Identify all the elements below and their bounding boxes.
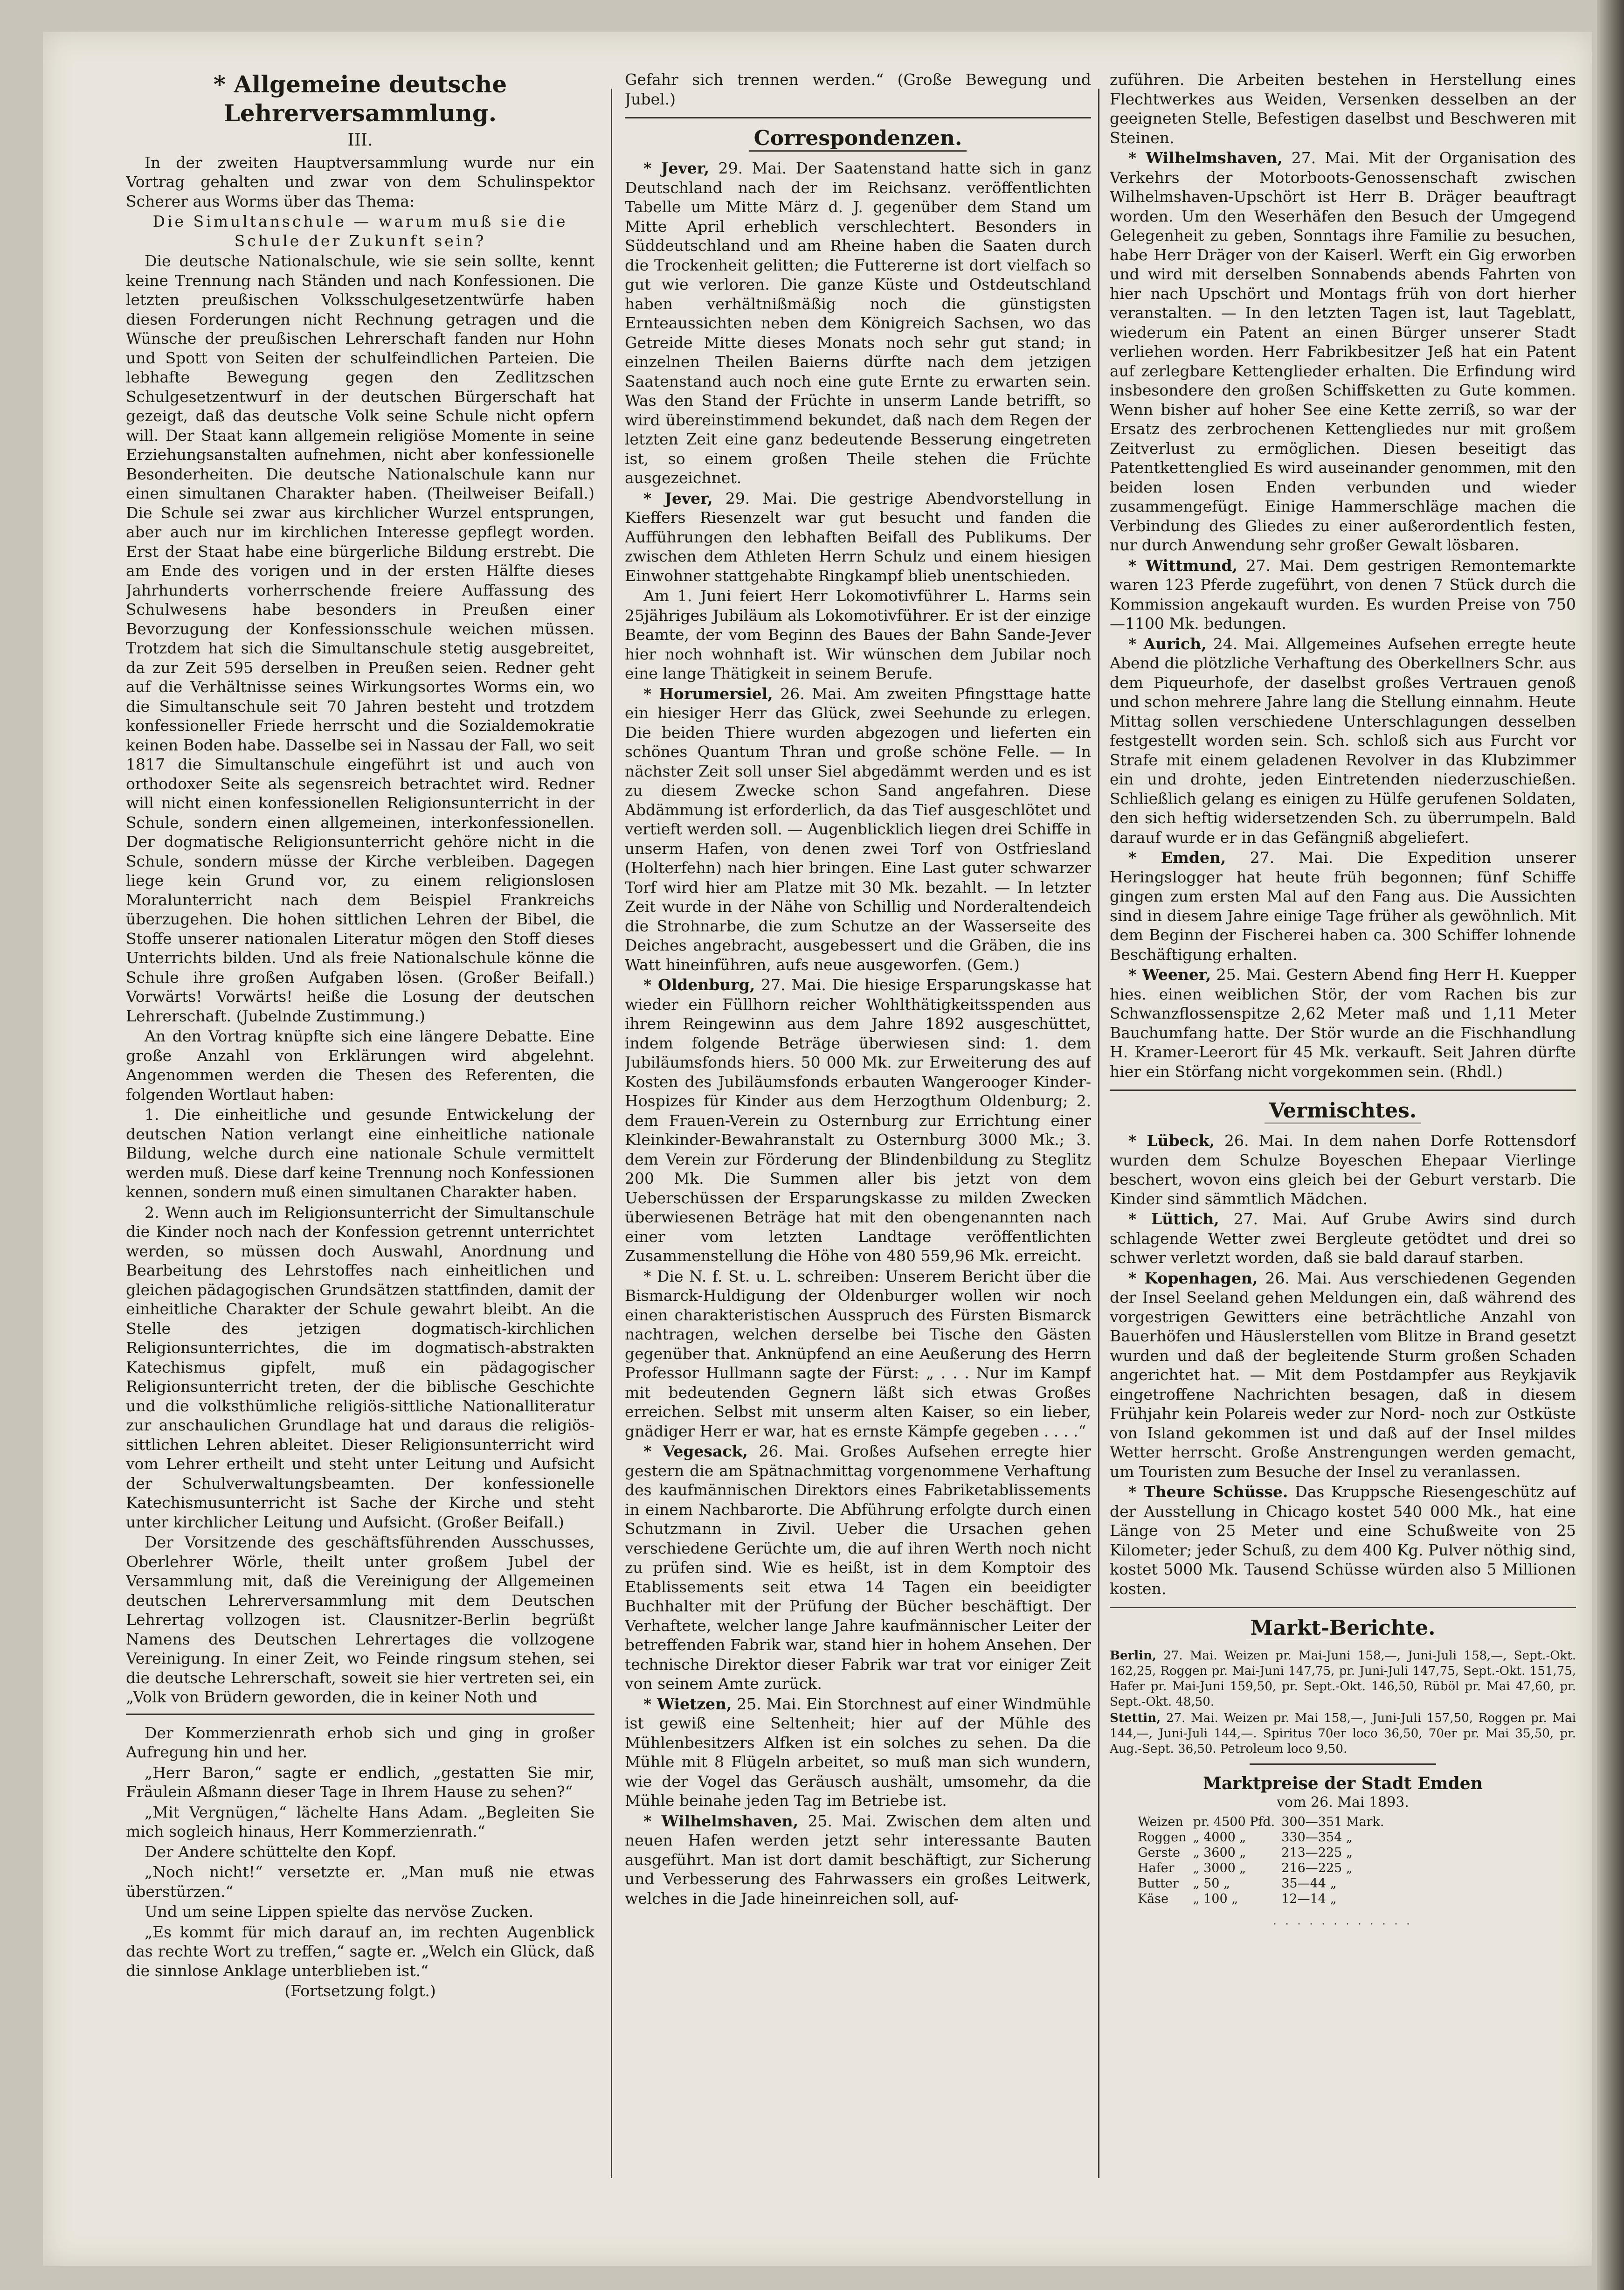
article-title: * Allgemeine deutsche Lehrerversammlung. — [213, 70, 507, 127]
news-item: 27. Mai. Die hiesige Ersparungskasse hat wieder ein Füllhorn reicher Wohlthätigkeitsspenden aus ihrem Reingewinn aus dem Jahre 1892 ausgeschüttet, indem folgende Beträge überwiesen sind: 1. dem Jubiläumsfonds hiers. 50 000 Mk. zur Erweiterung des auf Kosten des Jubiläumsfonds erbauten Wangerooger Kinder-Hospizes für Kinder aus dem Herzogthum Oldenburg; 2. dem Frauen-Verein zu Osternburg zur Errichtung einer Kleinkinder-Bewahranstalt zu Osternburg 3000 Mk.; 3. dem Verein zur Förderung der Blindenbildung zu Steglitz 200 Mk. Die Summen aller bis jetzt von dem Ueberschüssen der Ersparungskasse zu milden Zwecken überwiesenen Beträge hat mit den obengenannten nach einer vom letzten Landtage veröffentlichten Zusammenstellung die Höhe von 480 559,96 Mk. erreicht. — [625, 976, 1091, 1265]
market-report: 27. Mai. Weizen pr. Mai 158,—, Juni-Juli 157,50, Roggen pr. Mai 144,—, Juni-Juli 144,—. Spiritus 70er loco 36,50, 70er pr. Mai 35,50, pr. Aug.-Sept. 36,50. Petroleum loco 9,50. — [1110, 1711, 1576, 1756]
price-cell-unit: „ 3600 „ — [1193, 1846, 1246, 1860]
dateline: * Vegesack, — [643, 1442, 748, 1460]
feuilleton-paragraph: Der Andere schüttelte den Kopf. — [145, 1842, 397, 1861]
market-report: 27. Mai. Weizen pr. Mai-Juni 158,—, Juni-Juli 158,—, Sept.-Okt. 162,25, Roggen pr. Mai-Juni 147,75, pr. Juni-Juli 147,75, Sept.-Okt. 151,75, Hafer pr. Mai-Juni 159,50, pr. Sept.-Okt. 146,50, Rüböl pr. Mai 47,60, pr. Sept.-Okt. 48,50. — [1110, 1649, 1576, 1709]
page-edge — [1597, 0, 1624, 2290]
continuation-note: (Fortsetzung folgt.) — [284, 1982, 436, 2000]
feuilleton-paragraph: Und um seine Lippen spielte das nervöse Zucken. — [145, 1902, 534, 1921]
news-item: 27. Mai. Dem gestrigen Remontemarkte waren 123 Pferde zugeführt, von denen 7 Stück durch die Kommission angekauft wurden. Es wurden Preise von 750—1100 Mk. bedungen. — [1110, 556, 1576, 632]
feuilleton-paragraph: Der Kommerzienrath erhob sich und ging in großer Aufregung hin und her. — [126, 1723, 594, 1761]
lecture-theme: Die Simultanschule — warum muß sie die Schule der Zukunft sein? — [152, 212, 568, 250]
dateline: * Emden, — [1128, 848, 1226, 867]
column-1 — [126, 70, 594, 2178]
price-cell-item: Weizen — [1138, 1815, 1183, 1829]
dateline: * Horumersiel, — [643, 684, 773, 703]
market-reports — [1110, 1648, 1576, 1757]
dateline: * Wittmund, — [1128, 556, 1237, 575]
dateline: Berlin, — [1110, 1649, 1156, 1663]
feuilleton-paragraph: „Mit Vergnügen,“ lächelte Hans Adam. „Begleiten Sie mich sogleich hinaus, Herr Kommerzienrath.“ — [126, 1803, 594, 1840]
news-item: 25. Mai. Gestern Abend fing Herr H. Kuepper hies. einen weiblichen Stör, der vom Rachen bis zur Schwanzflossenspitze 2,62 Meter maß und 1,11 Meter Bauchumfang hatte. Der Stör wurde an die Fischhandlung H. Kramer-Leerort für 45 Mk. verkauft. Seit Jahren dürfte hier ein Störfang nicht vorgekommen sein. (Rhdl.) — [1110, 965, 1576, 1081]
column-rule-2 — [1098, 89, 1099, 2178]
dateline: * Weener, — [1128, 965, 1211, 984]
column-3 — [1110, 70, 1576, 2178]
dateline: * Lüttich, — [1128, 1210, 1219, 1228]
price-row — [1138, 1845, 1391, 1860]
feuilleton-paragraph: „Noch nicht!“ versetzte er. „Man muß nie etwas überstürzen.“ — [126, 1863, 594, 1901]
news-item: 25. Mai. Zwischen dem alten und neuen Hafen werden jetzt sehr interessante Bauten ausgeführt. Man ist dort damit beschäftigt, zur Sicherung und Verbesserung des Fahrwassers ein großes Leitwerk, welches in die Jade hineinreichen soll, auf- — [625, 1811, 1091, 1908]
news-item: 26. Mai. Großes Aufsehen erregte hier gestern die am Spätnachmittag vorgenommene Verhaftung des kaufmännischen Direktors eines Fabriketablissements in einem Nachbarorte. Die Abführung erfolgte durch einen Schutzmann in Zivil. Ueber die Ursachen gehen verschiedene Gerüchte um, die auf ihren Werth noch nicht zu prüfen sind. Wie es heißt, ist in dem Komptoir des Etablissements seit etwa 14 Tagen ein beeidigter Buchhalter mit der Prüfung der Bücher beschäftigt. Der Verhaftete, welcher lange Jahre kaufmännischer Leiter der betreffenden Fabrik war, stand hier in hohem Ansehen. Der technische Direktor dieser Fabrik war trat vor einiger Zeit von seinem Amte zurück. — [625, 1442, 1091, 1693]
price-cell-price: 216—225 „ — [1281, 1861, 1353, 1875]
price-cell-item: Gerste — [1138, 1846, 1181, 1860]
price-cell-unit: „ 3000 „ — [1193, 1861, 1246, 1875]
price-cell-price: 300—351 Mark. — [1281, 1815, 1384, 1829]
price-cell-unit: „ 4000 „ — [1193, 1830, 1246, 1845]
news-item: 27. Mai. Die Expedition unserer Heringslogger hat heute früh begonnen; fünf Schiffe gingen zum ersten Mal auf den Fang aus. Die Aussichten sind in diesem Jahre einige Tage früher als gewöhnlich. Mit dem Beginn der Fischerei haben ca. 300 Schiffer lohnende Beschäftigung erhalten. — [1110, 848, 1576, 964]
news-item: 26. Mai. Am zweiten Pfingsttage hatte ein hiesiger Herr das Glück, zwei Seehunde zu erlegen. Die beiden Thiere wurden abgezogen und lieferten ein schönes Quantum Thran und große schöne Felle. — In nächster Zeit soll unser Siel abgedämmt werden und es ist zu diesem Zwecke schon Sand angefahren. Diese Abdämmung ist erforderlich, da das Tief ausgeschlötet und vertieft werden soll. — Augenblicklich liegen drei Schiffe in unserm Hafen, von denen zwei Torf von Ostfriesland (Holterfehn) nach hier bringen. Eine Last guter schwarzer Torf wird hier am Platze mit 30 Mk. bezahlt. — In letzter Zeit wurde in der Nähe von Schillig und Norderaltendeich die Strohnarbe, die zum Schutze an der Wasserseite des Deiches angebracht, ausgebessert und die Gräben, die ins Watt hineinführen, aufs neue ausgeworfen. (Gem.) — [625, 684, 1091, 974]
dateline: * Kopenhagen, — [1128, 1269, 1258, 1287]
price-cell-price: 35—44 „ — [1281, 1876, 1337, 1891]
paragraph: Die deutsche Nationalschule, wie sie sein sollte, kennt keine Trennung nach Ständen und nach Konfessionen. Die letzten preußischen Volksschulgesetzentwürfe haben diesen Forderungen nicht Rechnung getragen und die Wünsche der preußischen Lehrerschaft fanden nur Hohn und Spott von Seiten der schulfeindlichen Parteien. Die lebhafte Bewegung gegen den Zedlitzschen Schulgesetzentwurf in der deutschen Bürgerschaft hat gezeigt, daß das deutsche Volk seine Schule nicht opfern will. Der Staat kann allgemein religiöse Momente in seine Erziehungsanstalten aufnehmen, nicht aber konfessionelle Besonderheiten. Die deutsche Nationalschule kann nur einen simultanen Charakter haben. (Theilweiser Beifall.) Die Schule sei zwar aus kirchlicher Wurzel entsprungen, aber auch nur im kirchlichen Interesse gepflegt worden. Erst der Staat habe eine bürgerliche Bildung erstrebt. Die am Ende des vorigen und in der ersten Hälfte dieses Jahrhunderts vorherrschende freiere Auffassung des Schulwesens habe besonders in Preußen einer Bevorzugung der Konfessionsschule weichen müssen. Trotzdem hat sich die Simultanschule stetig ausgebreitet, da zur Zeit 595 derselben in Preußen seien. Redner geht auf die Verhältnisse seines Wirkungsortes Worms ein, wo die Simultanschule seit 70 Jahren besteht und trotzdem konfessioneller Friede herrscht und die Sozialdemokratie keinen Boden habe. Dasselbe sei in Nassau der Fall, wo seit 1817 die Simultanschule eingeführt ist und auch von orthodoxer Seite als segensreich betrachtet wird. Redner will nicht einen konfessionellen Religionsunterricht in der Schule, sondern einen allgemeinen, interkonfessionellen. Der dogmatische Religionsunterricht gehöre nicht in die Schule, sondern müsse der Kirche verbleiben. Dagegen liege kein Grund vor, zu einem religionslosen Moralunterricht nach dem Beispiel Frankreichs überzugehen. Die hohen sittlichen Lehren der Bibel, die Stoffe unserer nationalen Literatur mögen den Stoff dieses Unterrichts bilden. Und als freie Nationalschule könne die Schule ihre großen Aufgaben lösen. (Großer Beifall.) Vorwärts! Vorwärts! heiße die Losung der deutschen Lehrerschaft. (Jubelnde Zustimmung.) — [126, 252, 594, 1025]
thesis-2: 2. Wenn auch im Religionsunterricht der Simultanschule die Kinder noch nach der Konfession getrennt unterrichtet werden, so müssen doch Auswahl, Anordnung und Bearbeitung des Lehrstoffes nach einheitlichen und gleichen pädagogischen Grundsätzen stattfinden, damit der einheitliche Charakter der Schule gewahrt bleibt. An die Stelle des jetzigen dogmatisch-kirchlichen Religionsunterrichtes, die im dogmatisch-abstrakten Katechismus gipfelt, muß ein pädagogischer Religionsunterricht treten, der die biblische Geschichte und die volksthümliche religiös-sittliche Nationalliteratur zur anschaulichen Grundlage hat und daraus die religiös-sittlichen Lehren ableitet. Dieser Religionsunterricht wird vom Lehrer ertheilt und steht unter Leitung und Aufsicht der Schulverwaltungsbeamten. Der konfessionelle Katechismusunterricht ist Sache der Kirche und steht unter kirchlicher Leitung und Aufsicht. (Großer Beifall.) — [126, 1203, 594, 1531]
section-heading-markt-berichte: Markt-Berichte. — [1110, 1607, 1576, 1642]
feuilleton-paragraph: „Es kommt für mich darauf an, im rechten Augenblick das rechte Wort zu treffen,“ sagte er. „Welch ein Glück, daß die sinnlose Anklage unterblieben ist.“ — [126, 1922, 594, 1980]
dateline: * Jever, — [643, 489, 713, 507]
news-item: 26. Mai. Aus verschiedenen Gegenden der Insel Seeland gehen Meldungen ein, daß während des vorgestrigen Gewitters eine beträchtliche Anzahl von Bauerhöfen und Häuslerstellen vom Blitze in Brand gesetzt wurden und daß der begleitende Sturm großen Schaden angerichtet hat. — Mit dem Postdampfer aus Reykjavik eingetroffene Nachrichten besagen, daß in diesem Frühjahr kein Polareis weder zur Nord- noch zur Ostküste von Island gekommen ist und daß auf der Insel mildes Wetter herrscht. Große Anstrengungen werden gemacht, um Touristen zum Besuche der Insel zu veranlassen. — [1110, 1269, 1576, 1481]
news-item: 26. Mai. In dem nahen Dorfe Rottensdorf wurden dem Schulze Boyeschen Ehepaar Vierlinge beschert, wovon eins gleich bei der Geburt verstarb. Die Kinder sind sämmtlich Mädchen. — [1110, 1131, 1576, 1208]
news-item: 29. Mai. Der Saatenstand hatte sich in ganz Deutschland nach der im Reichsanz. veröffentlichten Tabelle um Mitte März d. J. gegenüber dem Stand um Mitte April erheblich verschlechtert. Besonders in Süddeutschland und am Rheine haben die Saaten durch die Trockenheit gelitten; die Futtererne ist dort vielfach so gut wie verloren. Die ganze Küste und Ostdeutschland haben verhältnißmäßig noch die günstigsten Ernteaussichten neben dem Königreich Sachsen, wo das Getreide Mitte dieses Monats noch sehr gut stand; in einzelnen Theilen Baierns dürfte nach dem jetzigen Saatenstand auch noch eine gute Ernte zu erwarten sein. Was den Stand der Früchte in unserm Lande betrifft, so wird übereinstimmend bekundet, daß nach dem Regen der letzten Zeit eine ganz bedeutende Besserung eingetreten ist, so einem großen Theile stehen die Früchte ausgezeichnet. — [625, 159, 1091, 487]
market-prices-date: vom 26. Mai 1893. — [1277, 1794, 1409, 1811]
thesis-1: 1. Die einheitliche und gesunde Entwickelung der deutschen Nation verlangt eine einheitliche nationale Bildung, welche durch eine nationale Schule vermittelt werden muß. Diese darf keine Trennung noch Konfessionen kennen, sondern muß einen simultanen Charakter haben. — [126, 1105, 594, 1201]
article-part-numeral: III. — [347, 131, 373, 150]
price-row — [1138, 1876, 1391, 1891]
feuilleton-divider — [126, 1714, 594, 1715]
market-prices-table — [1138, 1814, 1391, 1907]
end-ornament: · · · · · · · · · · · · — [1273, 1919, 1413, 1930]
news-item: * Die N. f. St. u. L. schreiben: Unserem Bericht über die Bismarck-Huldigung der Oldenburger wollen wir noch einen charakteristischen Ausspruch des Fürsten Bismarck nachtragen, welchen derselbe bei Tische den Gästen gegenüber that. Anknüpfend an eine Aeußerung des Herrn Professor Hullmann sagte der Fürst: „ . . . Nur im Kampf mit bedeutenden Gegnern läßt sich etwas Großes erreichen. Selbst mit unserm alten Kaiser, so ein lieber, gnädiger Herr er war, hat es ernste Kämpfe gegeben . . . .“ — [625, 1267, 1091, 1440]
dateline: * Wietzen, — [643, 1694, 732, 1713]
news-item: 29. Mai. Die gestrige Abendvorstellung in Kieffers Riesenzelt war gut besucht und fanden die Aufführungen den lebhaften Beifall des Publikums. Der zwischen dem Athleten Herrn Schulz und einem hiesigen Einwohner stattgehabte Ringkampf blieb unentschieden. — [625, 489, 1091, 585]
news-item: 27. Mai. Auf Grube Awirs sind durch schlagende Wetter zwei Bergleute getödtet und drei so schwer verletzt worden, daß sie bald darauf starben. — [1110, 1210, 1576, 1267]
price-cell-item: Käse — [1138, 1892, 1169, 1906]
price-cell-price: 12—14 „ — [1281, 1892, 1337, 1906]
market-prices-title: Marktpreise der Stadt Emden — [1203, 1774, 1483, 1793]
paragraph: Gefahr sich trennen werden.“ (Große Bewegung und Jubel.) — [625, 70, 1091, 108]
price-cell-unit: pr. 4500 Pfd. — [1193, 1815, 1275, 1829]
paragraph: zuführen. Die Arbeiten bestehen in Herstellung eines Flechtwerkes aus Weiden, Versenken desselben an der geeigneten Stelle, Befestigen daselbst und Beschweren mit Steinen. — [1110, 70, 1576, 147]
dateline: * Aurich, — [1128, 634, 1207, 653]
divider — [1250, 1763, 1436, 1765]
feuilleton-paragraph: „Herr Baron,“ sagte er endlich, „gestatten Sie mir, Fräulein Aßmann dieser Tage in Ihrem Hause zu sehen?“ — [126, 1763, 594, 1801]
news-item: Am 1. Juni feiert Herr Lokomotivführer L. Harms sein 25jähriges Jubiläum als Lokomotivführer. Er ist der einzige Beamte, der vom Beginn des Baues der Bahn Sande-Jever hier noch wohnhaft ist. Wir wünschen dem Jubilar noch eine lange Thätigkeit in seinem Berufe. — [625, 587, 1091, 682]
news-item: Das Kruppsche Riesengeschütz auf der Ausstellung in Chicago kostet 540 000 Mk., hat eine Länge von 25 Meter und eine Schußweite von 25 Kilometer; jeder Schuß, zu dem 400 Kg. Pulver nöthig sind, kostet 5000 Mk. Tausend Schüsse würden also 5 Millionen kosten. — [1110, 1483, 1576, 1598]
news-item: 27. Mai. Mit der Organisation des Verkehrs der Motorboots-Genossenschaft zwischen Wilhelmshaven-Upschört ist Herr B. Dräger beauftragt worden. Um den Weserhäfen den Besuch der Umgegend Gelegenheit zu geben, Sonntags ihre Familie zu besuchen, habe Herr Dräger von der Kaiserl. Werft ein Gig erworben und wird mit derselben Sonnabends abends Fahrten von hier nach Upschört und Montags früh von dort hierher veranstalten. — In den letzten Tagen ist, laut Tageblatt, wiederum ein Patent an einen Bürger unserer Stadt verliehen worden. Herr Fabrikbesitzer Jeß hat ein Patent auf zerlegbare Kettenglieder erhalten. Die Erfindung wird insbesondere den großen Schiffsketten zu Gute kommen. Wenn bisher auf hoher See eine Kette zerriß, so war der Ersatz des zerbrochenen Kettengliedes nur mit großem Zeitverlust zu ermöglichen. Diesen beseitigt das Patentkettenglied Es wird auseinander genommen, mit den beiden losen Enden verbunden und wieder zusammengefügt. Einige Hammerschläge machen die Verbindung des Gliedes zu einer außerordentlich festen, nur durch Anwendung sehr großer Gewalt lösbaren. — [1110, 149, 1576, 554]
dateline: * Theure Schüsse. — [1128, 1483, 1288, 1501]
price-row — [1138, 1830, 1391, 1845]
price-cell-item: Roggen — [1138, 1830, 1187, 1845]
price-cell-item: Hafer — [1138, 1861, 1175, 1875]
dateline: * Oldenburg, — [643, 976, 755, 994]
price-cell-price: 213—225 „ — [1281, 1846, 1353, 1860]
dateline: * Jever, — [643, 159, 710, 177]
dateline: * Wilhelmshaven, — [1128, 149, 1283, 167]
dateline: * Lübeck, — [1128, 1131, 1215, 1150]
price-cell-unit: „ 50 „ — [1193, 1876, 1230, 1891]
price-cell-price: 330—354 „ — [1281, 1830, 1353, 1845]
column-2 — [625, 70, 1091, 2178]
paragraph: Der Vorsitzende des geschäftsführenden Ausschusses, Oberlehrer Wörle, theilt unter großem Jubel der Versammlung mit, daß die Vereinigung der Allgemeinen deutschen Lehrerversammlung mit dem Deutschen Lehrertag vollzogen ist. Clausnitzer-Berlin begrüßt Namens des Deutschen Lehrertages die vollzogene Vereinigung. In einer Zeit, wo Feinde ringsum stehen, sei die deutsche Lehrerschaft, soweit sie hier vertreten sei, ein „Volk von Brüdern geworden, die in keiner Noth und — [126, 1533, 594, 1706]
section-heading-vermischtes: Vermischtes. — [1110, 1089, 1576, 1124]
price-row — [1138, 1814, 1391, 1830]
dateline: Stettin, — [1110, 1711, 1161, 1725]
price-cell-unit: „ 100 „ — [1193, 1892, 1238, 1906]
section-heading-correspondenzen: Correspondenzen. — [625, 117, 1091, 152]
dateline: * Wilhelmshaven, — [643, 1811, 799, 1830]
price-row — [1138, 1860, 1391, 1876]
price-cell-item: Butter — [1138, 1876, 1179, 1891]
column-rule-1 — [611, 89, 612, 2178]
paragraph: In der zweiten Hauptversammlung wurde nur ein Vortrag gehalten und zwar von dem Schulinspektor Scherer aus Worms über das Thema: — [126, 153, 594, 210]
news-item: 24. Mai. Allgemeines Aufsehen erregte heute Abend die plötzliche Verhaftung des Oberkellners Schr. aus dem Piqueurhofe, der daselbst großes Vertrauen genoß und schon mehrere Jahre lang die Stellung einnahm. Heute Mittag sollen verschiedene Unterschlagungen desselben festgestellt worden sein. Sch. schloß sich aus Furcht vor Strafe mit einem geladenen Revolver in das Klubzimmer ein und drohte, jeden Eintretenden niederzuschießen. Schließlich gelang es einigen zu Hülfe gerufenen Soldaten, den sich heftig widersetzenden Sch. zu überrumpeln. Bald darauf wurde er in das Gefängniß abgeliefert. — [1110, 634, 1576, 847]
news-item: 25. Mai. Ein Storchnest auf einer Windmühle ist gewiß eine Seltenheit; hier auf der Mühle des Mühlenbesitzers Alfken ist ein solches zu sehen. Da die Mühle mit 8 Flügeln arbeitet, so muß man sich wundern, wie der Vogel das Geräusch aushält, umsomehr, da die Mühle beinahe jeden Tag im Betriebe ist. — [625, 1694, 1091, 1810]
price-row — [1138, 1891, 1391, 1907]
paragraph: An den Vortrag knüpfte sich eine längere Debatte. Eine große Anzahl von Erklärungen wird abgelehnt. Angenommen werden die Thesen des Referenten, die folgenden Wortlaut haben: — [126, 1027, 594, 1103]
